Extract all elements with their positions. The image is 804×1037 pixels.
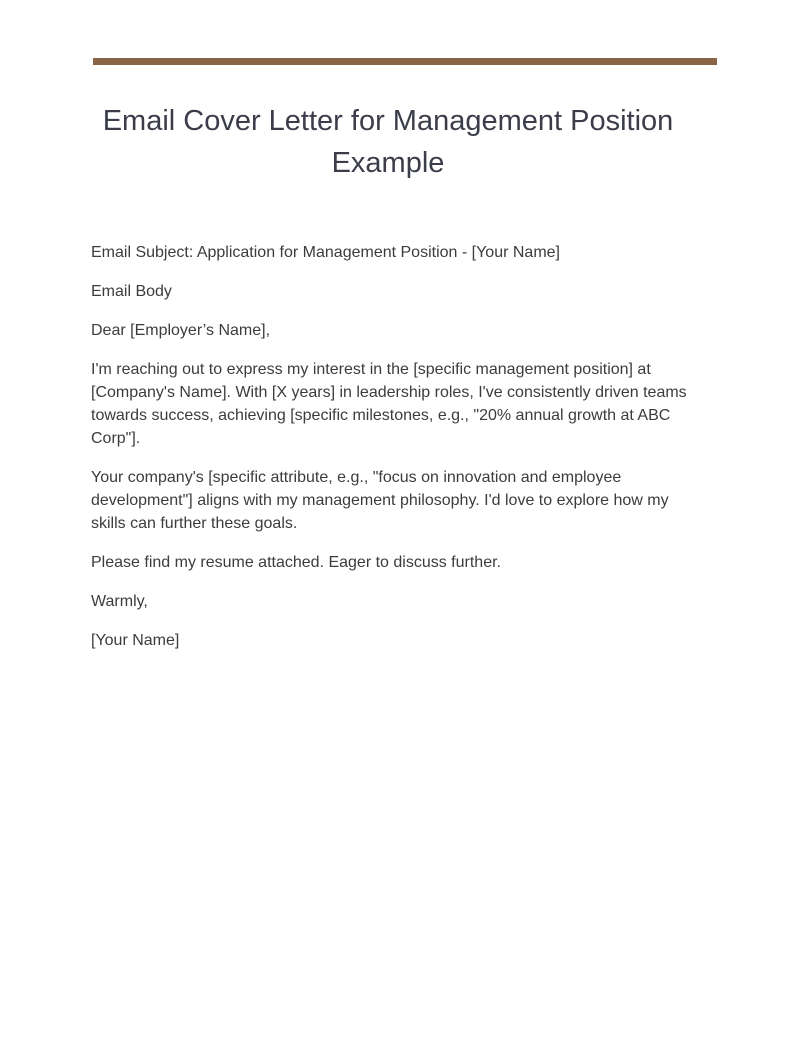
signature-name: [Your Name] bbox=[91, 632, 180, 649]
letter-body bbox=[91, 241, 691, 668]
paragraph-intro: I'm reaching out to express my interest in the [specific management position] at [Company's Name]. With [X years] in leadership roles, I've consistently driven teams towards success, achieving [specific milestones, e.g., "20% annual growth at ABC Corp"]. bbox=[91, 361, 687, 447]
salutation: Dear [Employer’s Name], bbox=[91, 322, 271, 339]
paragraph-closing: Please find my resume attached. Eager to discuss further. bbox=[91, 554, 501, 571]
header-rule bbox=[93, 58, 717, 65]
email-subject-line: Email Subject: Application for Management Position - [Your Name] bbox=[91, 244, 560, 261]
sign-off: Warmly, bbox=[91, 593, 148, 610]
paragraph-alignment: Your company's [specific attribute, e.g., "focus on innovation and employee development"] aligns with my management philosophy. I'd love to explore how my skills can further these goals. bbox=[91, 469, 669, 532]
email-body-label: Email Body bbox=[91, 283, 172, 300]
document-title: Email Cover Letter for Management Position Example bbox=[102, 105, 674, 179]
